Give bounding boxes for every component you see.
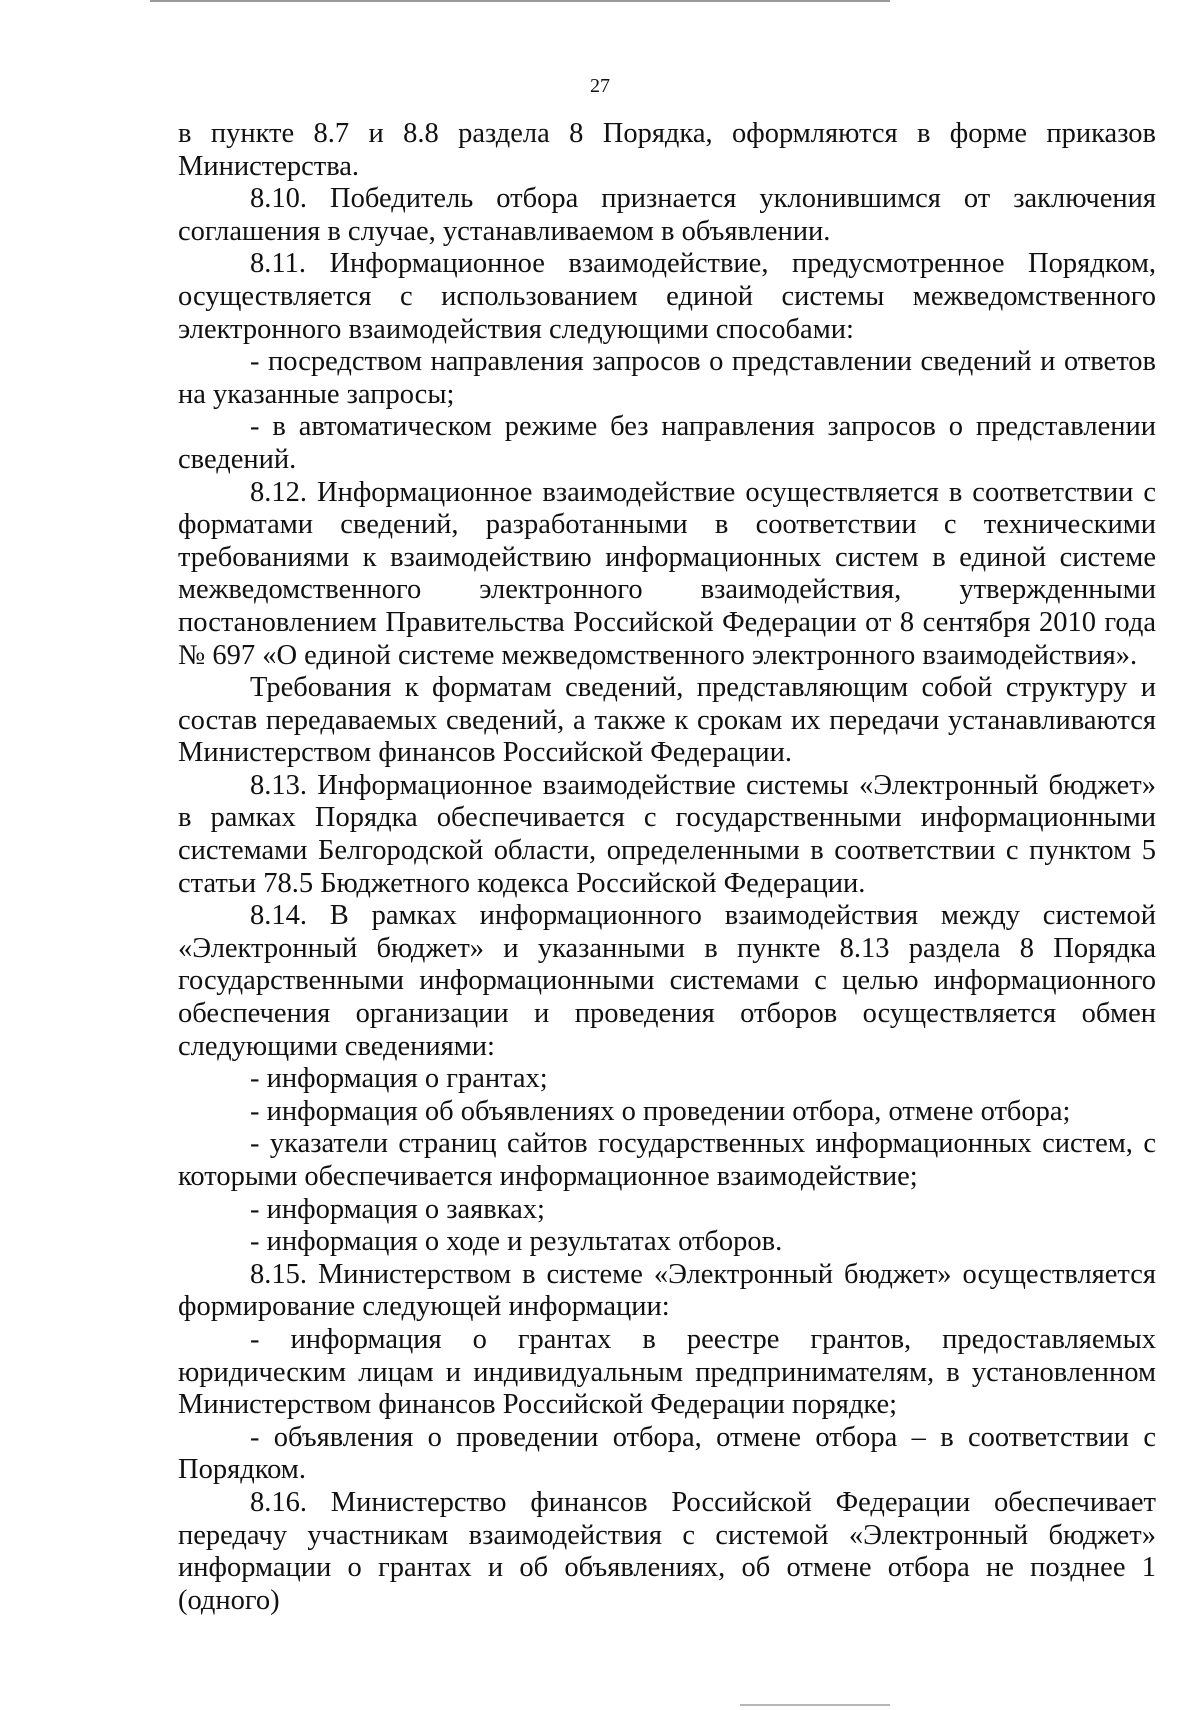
paragraph-8-12: 8.12. Информационное взаимодействие осуществляется в соответствии с форматами сведений, разработанными в соответствии с техническими требованиями к взаимодействию информационных систем в единой системе межведомственного электронного взаимодействия, утвержденными постановлением Правительства Российской Федерации от 8 сентября 2010 года № 697 «О единой системе межведомственного электронного взаимодействия». (178, 476, 1156, 671)
paragraph-8-15: 8.15. Министерством в системе «Электронный бюджет» осуществляется формирование следующей информации: (178, 1258, 1156, 1323)
document-body (178, 118, 1156, 1617)
list-item-requests: - посредством направления запросов о представлении сведений и ответов на указанные запросы; (178, 346, 1156, 410)
paragraph-continuation: в пункте 8.7 и 8.8 раздела 8 Порядка, оформляются в форме приказов Министерства. (178, 118, 1156, 182)
paragraph-8-11: 8.11. Информационное взаимодействие, предусмотренное Порядком, осуществляется с использованием единой системы межведомственного электронного взаимодействия следующими способами: (178, 248, 1156, 345)
paragraph-format-requirements: Требования к форматам сведений, представляющим собой структуру и состав передаваемых сведений, а также к срокам их передачи устанавливаются Министерством финансов Российской Федерации. (178, 672, 1156, 769)
scan-edge-top (150, 0, 890, 2)
list-item-results: - информация о ходе и результатах отборов. (250, 1226, 783, 1258)
scan-edge-bottom (740, 1704, 890, 1706)
list-item-grant-registry: - информация о грантах в реестре грантов, предоставляемых юридическим лицам и индивидуальным предпринимателям, в установленном Министерством финансов Российской Федерации порядке; (178, 1323, 1156, 1421)
paragraph-8-16: 8.16. Министерство финансов Российской Федерации обеспечивает передачу участникам взаимодействия с системой «Электронный бюджет» информации о грантах и об объявлениях, об отмене отбора не позднее 1 (одного) (178, 1486, 1156, 1616)
paragraph-8-13: 8.13. Информационное взаимодействие системы «Электронный бюджет» в рамках Порядка обеспечивается с государственными информационными системами Белгородской области, определенными в соответствии с пунктом 5 статьи 78.5 Бюджетного кодекса Российской Федерации. (178, 769, 1156, 899)
list-item-page-pointers: - указатели страниц сайтов государственных информационных систем, с которыми обеспечивается информационное взаимодействие; (178, 1128, 1156, 1192)
list-item-automatic: - в автоматическом режиме без направления запросов о представлении сведений. (178, 411, 1156, 475)
list-item-announcements: - информация об объявлениях о проведении отбора, отмене отбора; (250, 1095, 1071, 1127)
list-item-applications: - информация о заявках; (250, 1193, 545, 1225)
list-item-selection-announcements: - объявления о проведении отбора, отмене отбора – в соответствии с Порядком. (178, 1421, 1156, 1486)
paragraph-8-14: 8.14. В рамках информационного взаимодействия между системой «Электронный бюджет» и указанными в пункте 8.13 раздела 8 Порядка государственными информационными системами с целью информационного обеспечения организации и проведения отборов осуществляется обмен следующими сведениями: (178, 900, 1156, 1062)
paragraph-8-10: 8.10. Победитель отбора признается уклонившимся от заключения соглашения в случае, устанавливаемом в объявлении. (178, 183, 1156, 247)
page-number: 27 (590, 75, 610, 97)
list-item-grants: - информация о грантах; (250, 1063, 548, 1095)
